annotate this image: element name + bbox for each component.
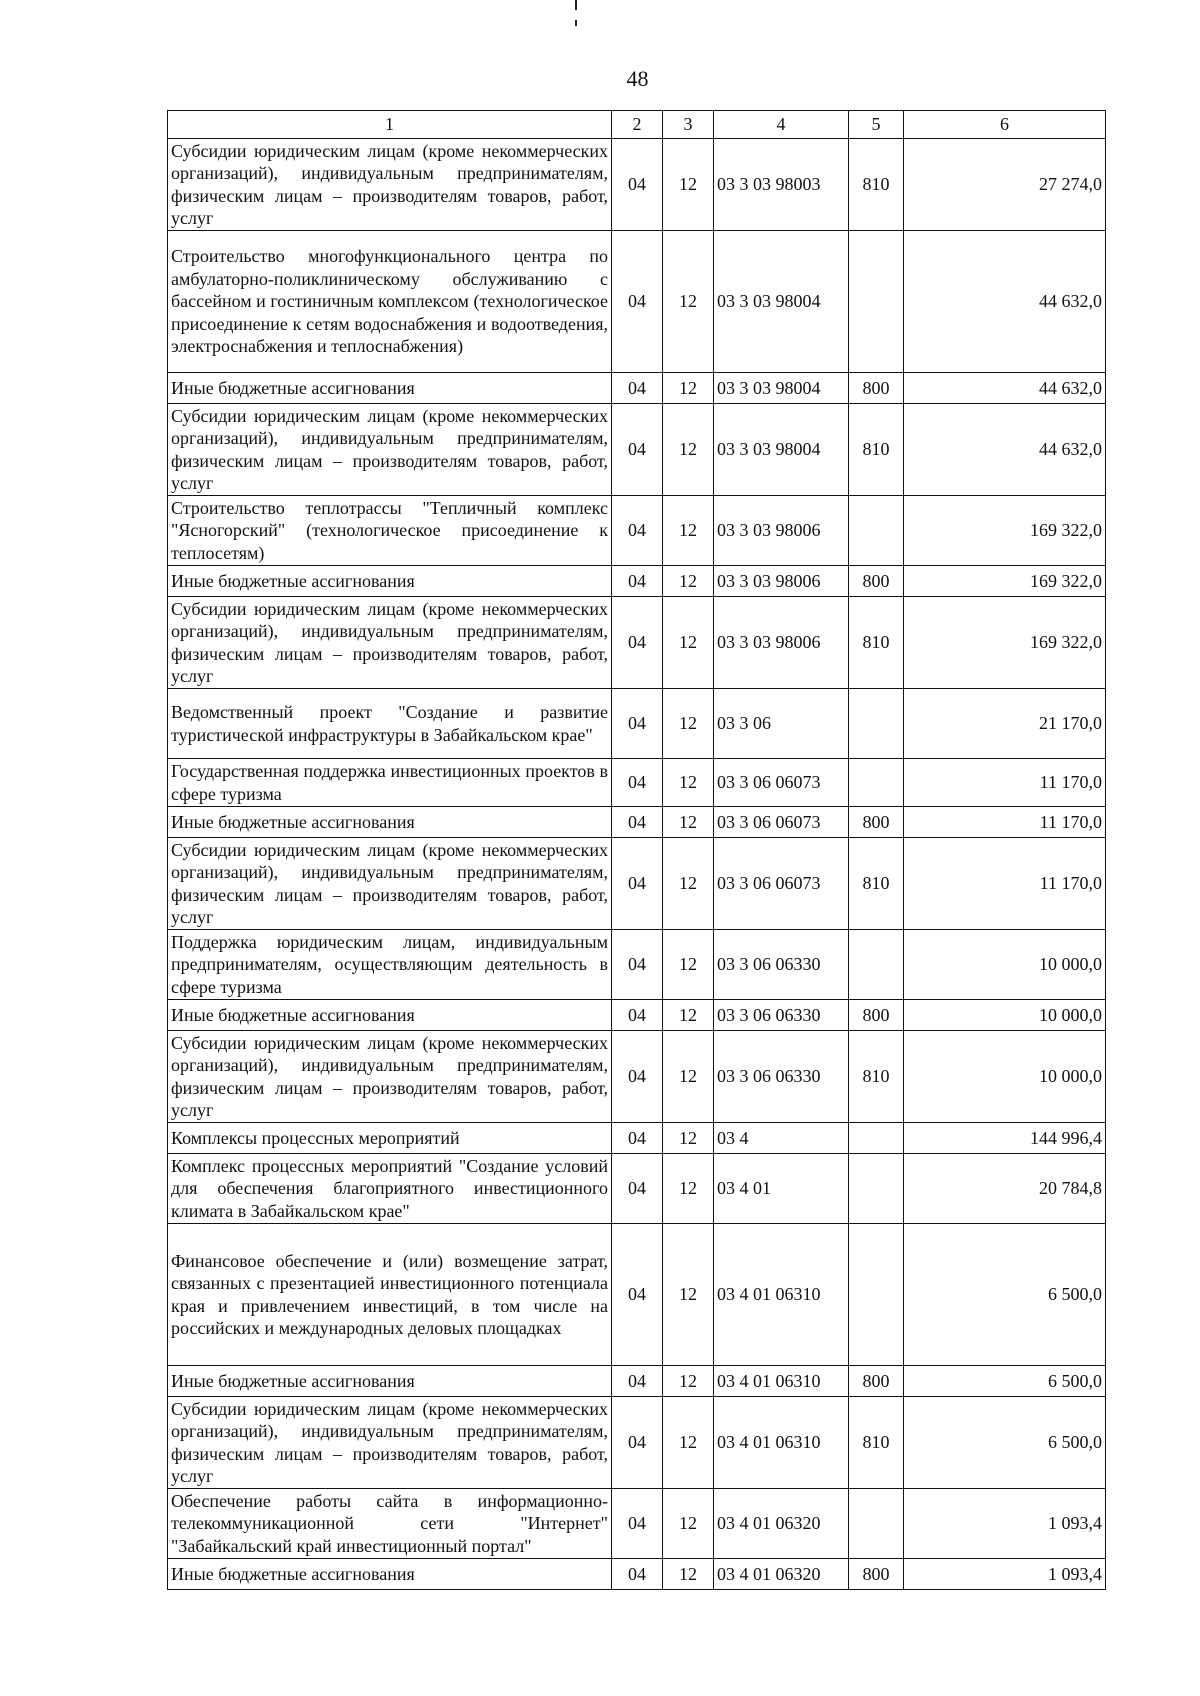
row-section-cell: 04	[612, 231, 663, 373]
row-expense-type-cell	[849, 1154, 904, 1224]
table-row	[168, 1366, 1106, 1397]
row-target-code-cell: 03 3 03 98006	[714, 566, 849, 597]
row-subsection-cell: 12	[663, 838, 714, 930]
row-expense-type-cell: 800	[849, 1000, 904, 1031]
row-amount-cell: 6 500,0	[904, 1397, 1106, 1489]
row-target-code-cell: 03 3 06 06330	[714, 1000, 849, 1031]
row-section-cell: 04	[612, 1366, 663, 1397]
row-name-cell: Иные бюджетные ассигнования	[168, 1366, 612, 1397]
row-subsection-cell: 12	[663, 231, 714, 373]
row-amount-cell: 44 632,0	[904, 373, 1106, 404]
row-expense-type-cell: 800	[849, 1366, 904, 1397]
table-row	[168, 1397, 1106, 1489]
row-section-cell: 04	[612, 1397, 663, 1489]
row-section-cell: 04	[612, 373, 663, 404]
header-row	[168, 111, 1106, 139]
row-subsection-cell: 12	[663, 807, 714, 838]
row-target-code-cell: 03 3 06	[714, 689, 849, 759]
row-amount-cell: 44 632,0	[904, 231, 1106, 373]
row-expense-type-cell: 800	[849, 373, 904, 404]
row-amount-cell: 20 784,8	[904, 1154, 1106, 1224]
row-name-cell: Строительство теплотрассы "Тепличный комплекс "Ясногорский" (технологическое присоединение к теплосетям)	[168, 496, 612, 566]
row-target-code-cell: 03 3 03 98006	[714, 597, 849, 689]
row-name-cell: Комплексы процессных мероприятий	[168, 1123, 612, 1154]
row-expense-type-cell	[849, 1123, 904, 1154]
row-section-cell: 04	[612, 139, 663, 231]
row-section-cell: 04	[612, 1154, 663, 1224]
row-expense-type-cell	[849, 231, 904, 373]
row-expense-type-cell: 810	[849, 404, 904, 496]
row-target-code-cell: 03 3 03 98004	[714, 231, 849, 373]
row-expense-type-cell	[849, 1489, 904, 1559]
row-subsection-cell: 12	[663, 1366, 714, 1397]
row-target-code-cell: 03 4 01 06320	[714, 1559, 849, 1590]
row-subsection-cell: 12	[663, 689, 714, 759]
row-section-cell: 04	[612, 1000, 663, 1031]
row-subsection-cell: 12	[663, 1224, 714, 1366]
row-target-code-cell: 03 3 03 98004	[714, 404, 849, 496]
header-col-3: 3	[663, 111, 714, 139]
table-row	[168, 1031, 1106, 1123]
table-row	[168, 1224, 1106, 1366]
row-subsection-cell: 12	[663, 566, 714, 597]
row-target-code-cell: 03 4 01 06310	[714, 1397, 849, 1489]
table-header	[168, 111, 1106, 139]
table-row	[168, 496, 1106, 566]
header-col-2: 2	[612, 111, 663, 139]
table-row	[168, 930, 1106, 1000]
row-target-code-cell: 03 3 03 98003	[714, 139, 849, 231]
row-subsection-cell: 12	[663, 139, 714, 231]
row-name-cell: Субсидии юридическим лицам (кроме некоммерческих организаций), индивидуальным предпринимателям, физическим лицам – производителям товаров, работ, услуг	[168, 139, 612, 231]
row-name-cell: Иные бюджетные ассигнования	[168, 566, 612, 597]
row-name-cell: Иные бюджетные ассигнования	[168, 373, 612, 404]
row-subsection-cell: 12	[663, 496, 714, 566]
header-col-1: 1	[168, 111, 612, 139]
row-section-cell: 04	[612, 1031, 663, 1123]
row-name-cell: Субсидии юридическим лицам (кроме некоммерческих организаций), индивидуальным предпринимателям, физическим лицам – производителям товаров, работ, услуг	[168, 597, 612, 689]
row-amount-cell: 10 000,0	[904, 1000, 1106, 1031]
header-col-4: 4	[714, 111, 849, 139]
row-section-cell: 04	[612, 566, 663, 597]
row-section-cell: 04	[612, 838, 663, 930]
row-amount-cell: 169 322,0	[904, 496, 1106, 566]
table-row	[168, 759, 1106, 807]
table-row	[168, 689, 1106, 759]
row-subsection-cell: 12	[663, 1154, 714, 1224]
row-expense-type-cell	[849, 1224, 904, 1366]
row-amount-cell: 169 322,0	[904, 597, 1106, 689]
row-target-code-cell: 03 3 03 98004	[714, 373, 849, 404]
row-name-cell: Строительство многофункционального центра по амбулаторно-поликлиническому обслуживанию с бассейном и гостиничным комплексом (технологическое присоединение к сетям водоснабжения и водоотведения, электроснабжения и теплоснабжения)	[168, 231, 612, 373]
table-row	[168, 1000, 1106, 1031]
table-row	[168, 566, 1106, 597]
row-subsection-cell: 12	[663, 1031, 714, 1123]
row-target-code-cell: 03 3 06 06073	[714, 807, 849, 838]
row-section-cell: 04	[612, 759, 663, 807]
row-section-cell: 04	[612, 807, 663, 838]
row-target-code-cell: 03 4	[714, 1123, 849, 1154]
row-amount-cell: 6 500,0	[904, 1224, 1106, 1366]
row-section-cell: 04	[612, 689, 663, 759]
row-name-cell: Комплекс процессных мероприятий "Создание условий для обеспечения благоприятного инвестиционного климата в Забайкальском крае"	[168, 1154, 612, 1224]
scan-mark-top	[575, 0, 577, 10]
row-name-cell: Иные бюджетные ассигнования	[168, 1000, 612, 1031]
row-amount-cell: 10 000,0	[904, 1031, 1106, 1123]
row-section-cell: 04	[612, 1489, 663, 1559]
row-target-code-cell: 03 3 06 06330	[714, 930, 849, 1000]
row-amount-cell: 27 274,0	[904, 139, 1106, 231]
row-subsection-cell: 12	[663, 597, 714, 689]
scan-mark-lower	[575, 20, 577, 26]
row-expense-type-cell: 810	[849, 139, 904, 231]
table-row	[168, 1559, 1106, 1590]
row-section-cell: 04	[612, 1123, 663, 1154]
table-row	[168, 807, 1106, 838]
row-target-code-cell: 03 4 01 06310	[714, 1366, 849, 1397]
table-row	[168, 373, 1106, 404]
row-target-code-cell: 03 4 01	[714, 1154, 849, 1224]
row-name-cell: Обеспечение работы сайта в информационно-телекоммуникационной сети "Интернет" "Забайкальский край инвестиционный портал"	[168, 1489, 612, 1559]
row-name-cell: Субсидии юридическим лицам (кроме некоммерческих организаций), индивидуальным предпринимателям, физическим лицам – производителям товаров, работ, услуг	[168, 404, 612, 496]
table-row	[168, 838, 1106, 930]
row-amount-cell: 11 170,0	[904, 838, 1106, 930]
row-amount-cell: 1 093,4	[904, 1559, 1106, 1590]
row-expense-type-cell	[849, 930, 904, 1000]
row-section-cell: 04	[612, 1559, 663, 1590]
row-amount-cell: 169 322,0	[904, 566, 1106, 597]
row-expense-type-cell: 800	[849, 1559, 904, 1590]
row-amount-cell: 44 632,0	[904, 404, 1106, 496]
header-col-6: 6	[904, 111, 1106, 139]
row-section-cell: 04	[612, 597, 663, 689]
row-target-code-cell: 03 3 06 06330	[714, 1031, 849, 1123]
table-row	[168, 1123, 1106, 1154]
row-name-cell: Государственная поддержка инвестиционных проектов в сфере туризма	[168, 759, 612, 807]
row-expense-type-cell	[849, 496, 904, 566]
row-amount-cell: 21 170,0	[904, 689, 1106, 759]
row-target-code-cell: 03 3 03 98006	[714, 496, 849, 566]
row-expense-type-cell: 810	[849, 1397, 904, 1489]
row-subsection-cell: 12	[663, 930, 714, 1000]
row-amount-cell: 10 000,0	[904, 930, 1106, 1000]
page-number: 48	[626, 66, 649, 91]
row-subsection-cell: 12	[663, 1489, 714, 1559]
budget-table	[167, 110, 1106, 1590]
row-expense-type-cell: 810	[849, 597, 904, 689]
row-expense-type-cell: 800	[849, 807, 904, 838]
row-amount-cell: 144 996,4	[904, 1123, 1106, 1154]
row-expense-type-cell: 810	[849, 838, 904, 930]
row-name-cell: Субсидии юридическим лицам (кроме некоммерческих организаций), индивидуальным предпринимателям, физическим лицам – производителям товаров, работ, услуг	[168, 1397, 612, 1489]
row-amount-cell: 1 093,4	[904, 1489, 1106, 1559]
row-name-cell: Иные бюджетные ассигнования	[168, 1559, 612, 1590]
row-section-cell: 04	[612, 404, 663, 496]
row-name-cell: Субсидии юридическим лицам (кроме некоммерческих организаций), индивидуальным предпринимателям, физическим лицам – производителям товаров, работ, услуг	[168, 838, 612, 930]
row-amount-cell: 6 500,0	[904, 1366, 1106, 1397]
row-subsection-cell: 12	[663, 404, 714, 496]
row-name-cell: Иные бюджетные ассигнования	[168, 807, 612, 838]
row-subsection-cell: 12	[663, 759, 714, 807]
row-expense-type-cell: 810	[849, 1031, 904, 1123]
table-row	[168, 231, 1106, 373]
row-subsection-cell: 12	[663, 1123, 714, 1154]
row-target-code-cell: 03 3 06 06073	[714, 838, 849, 930]
row-name-cell: Ведомственный проект "Создание и развитие туристической инфраструктуры в Забайкальском крае"	[168, 689, 612, 759]
row-expense-type-cell: 800	[849, 566, 904, 597]
row-section-cell: 04	[612, 496, 663, 566]
row-name-cell: Финансовое обеспечение и (или) возмещение затрат, связанных с презентацией инвестиционного потенциала края и привлечением инвестиций, в том числе на российских и международных деловых площадках	[168, 1224, 612, 1366]
row-expense-type-cell	[849, 759, 904, 807]
header-col-5: 5	[849, 111, 904, 139]
table-row	[168, 1154, 1106, 1224]
row-subsection-cell: 12	[663, 373, 714, 404]
row-expense-type-cell	[849, 689, 904, 759]
row-subsection-cell: 12	[663, 1000, 714, 1031]
table-row	[168, 404, 1106, 496]
row-target-code-cell: 03 3 06 06073	[714, 759, 849, 807]
table-row	[168, 1489, 1106, 1559]
row-amount-cell: 11 170,0	[904, 759, 1106, 807]
table-row	[168, 597, 1106, 689]
row-subsection-cell: 12	[663, 1397, 714, 1489]
table-row	[168, 139, 1106, 231]
row-name-cell: Поддержка юридическим лицам, индивидуальным предпринимателям, осуществляющим деятельность в сфере туризма	[168, 930, 612, 1000]
row-amount-cell: 11 170,0	[904, 807, 1106, 838]
row-target-code-cell: 03 4 01 06320	[714, 1489, 849, 1559]
row-name-cell: Субсидии юридическим лицам (кроме некоммерческих организаций), индивидуальным предпринимателям, физическим лицам – производителям товаров, работ, услуг	[168, 1031, 612, 1123]
table-body	[168, 139, 1106, 1590]
row-subsection-cell: 12	[663, 1559, 714, 1590]
row-section-cell: 04	[612, 930, 663, 1000]
row-section-cell: 04	[612, 1224, 663, 1366]
row-target-code-cell: 03 4 01 06310	[714, 1224, 849, 1366]
